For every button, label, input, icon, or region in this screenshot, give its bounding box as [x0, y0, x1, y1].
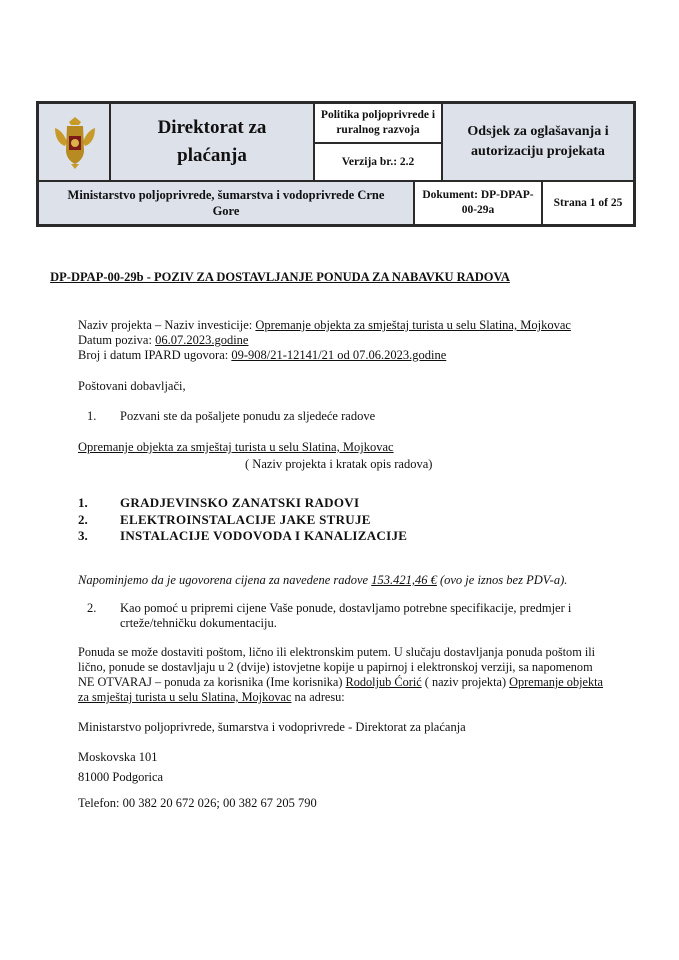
- ministry-cell: [38, 181, 414, 225]
- org-name-line1: Direktorat za: [157, 117, 267, 138]
- document-title: DP-DPAP-00-29b - POZIV ZA DOSTAVLJANJE PONUDA ZA NABAVKU RADOVA: [50, 270, 510, 284]
- document-code-cell: [414, 181, 542, 225]
- delivery-line1: Ponuda se može dostaviti poštom, lično ili elektronskim putem. U slučaju dostavljanja ponuda poštom ili: [78, 645, 596, 659]
- project-caption: ( Naziv projekta i kratak opis radova): [245, 457, 433, 471]
- version-cell: [314, 143, 442, 181]
- org-name-line2: plaćanja: [177, 145, 247, 166]
- item2-line1: Kao pomoć u pripremi cijene Vaše ponude, dostavljamo potrebne specifikacije, predmjer i: [120, 601, 572, 615]
- page-number-text: Strana 1 of 25: [553, 197, 623, 209]
- ministry-line2: Gore: [212, 204, 240, 218]
- price-amount: 153.421,46 €: [371, 573, 437, 587]
- delivery-line4-b: na adresu:: [291, 690, 345, 704]
- policy-line1: Politika poljoprivrede i: [320, 109, 436, 121]
- work-number: 1.: [78, 495, 88, 510]
- work-number: 2.: [78, 512, 88, 527]
- policy-line2: ruralnog razvoja: [336, 124, 420, 136]
- page-number-cell: [542, 181, 634, 225]
- price-note-after: (ovo je iznos bez PDV-a).: [436, 573, 568, 587]
- work-item: ELEKTROINSTALACIJE JAKE STRUJE: [120, 512, 371, 527]
- item2-number: 2.: [87, 601, 97, 615]
- date-line: [78, 333, 248, 348]
- project-line: [78, 318, 571, 333]
- document-code-line2: 00-29a: [461, 204, 495, 216]
- document-header-table: [36, 101, 636, 227]
- delivery-line2: lično, ponude se dostavljaju u 2 (dvije) istovjetne kopije u papirnoj i elektronskoj verziji, sa napomenom: [78, 660, 593, 674]
- contract-label: Broj i datum IPARD ugovora:: [78, 348, 232, 362]
- project-value: Opremanje objekta za smještaj turista u selu Slatina, Mojkovac: [255, 318, 571, 332]
- montenegro-coat-of-arms-logo: [51, 116, 99, 170]
- address-street: Moskovska 101: [78, 750, 158, 764]
- version-text: Verzija br.: 2.2: [341, 156, 415, 168]
- date-label: Datum poziva:: [78, 333, 156, 347]
- item1-text: Pozvani ste da pošaljete ponudu za sljedeće radove: [120, 409, 376, 423]
- address-phone: Telefon: 00 382 20 672 026; 00 382 67 205 790: [78, 796, 317, 810]
- org-name-cell: [110, 103, 314, 181]
- delivery-line3-b: ( naziv projekta): [421, 675, 510, 689]
- logo-cell: [38, 103, 110, 181]
- price-note: [78, 573, 567, 588]
- work-number: 3.: [78, 528, 88, 543]
- price-note-before: Napominjemo da je ugovorena cijena za navedene radove: [78, 573, 372, 587]
- date-value: 06.07.2023.godine: [155, 333, 249, 347]
- delivery-line3-a: NE OTVARAJ – ponuda za korisnika (Ime korisnika): [78, 675, 346, 689]
- item1-number: 1.: [87, 409, 97, 423]
- project-label: Naziv projekta – Naziv investicije:: [78, 318, 256, 332]
- contract-line: [78, 348, 446, 363]
- department-line1: Odsjek za oglašavanja i: [467, 124, 609, 139]
- document-code-line1: Dokument: DP-DPAP-: [422, 189, 534, 201]
- department-line2: autorizaciju projekata: [471, 144, 605, 159]
- item2-line2: crteže/tehničku dokumentaciju.: [120, 616, 277, 630]
- policy-cell: [314, 103, 442, 143]
- work-item: GRADJEVINSKO ZANATSKI RADOVI: [120, 495, 360, 510]
- address-org: Ministarstvo poljoprivrede, šumarstva i vodoprivrede - Direktorat za plaćanja: [78, 720, 466, 734]
- delivery-line3: [78, 675, 603, 690]
- address-city: 81000 Podgorica: [78, 770, 164, 784]
- delivery-line4: [78, 690, 345, 705]
- delivery-project-part1: Opremanje objekta: [509, 675, 604, 689]
- beneficiary-name: Rodoljub Ćorić: [345, 675, 422, 689]
- project-title: Opremanje objekta za smještaj turista u selu Slatina, Mojkovac: [78, 440, 394, 454]
- ministry-line1: Ministarstvo poljoprivrede, šumarstva i vodoprivrede Crne: [67, 188, 385, 202]
- contract-value: 09-908/21-12141/21 od 07.06.2023.godine: [231, 348, 447, 362]
- greeting: Poštovani dobavljači,: [78, 379, 186, 393]
- department-cell: [442, 103, 634, 181]
- delivery-project-part2: za smještaj turista u selu Slatina, Mojkovac: [78, 690, 292, 704]
- work-item: INSTALACIJE VODOVODA I KANALIZACIJE: [120, 528, 408, 543]
